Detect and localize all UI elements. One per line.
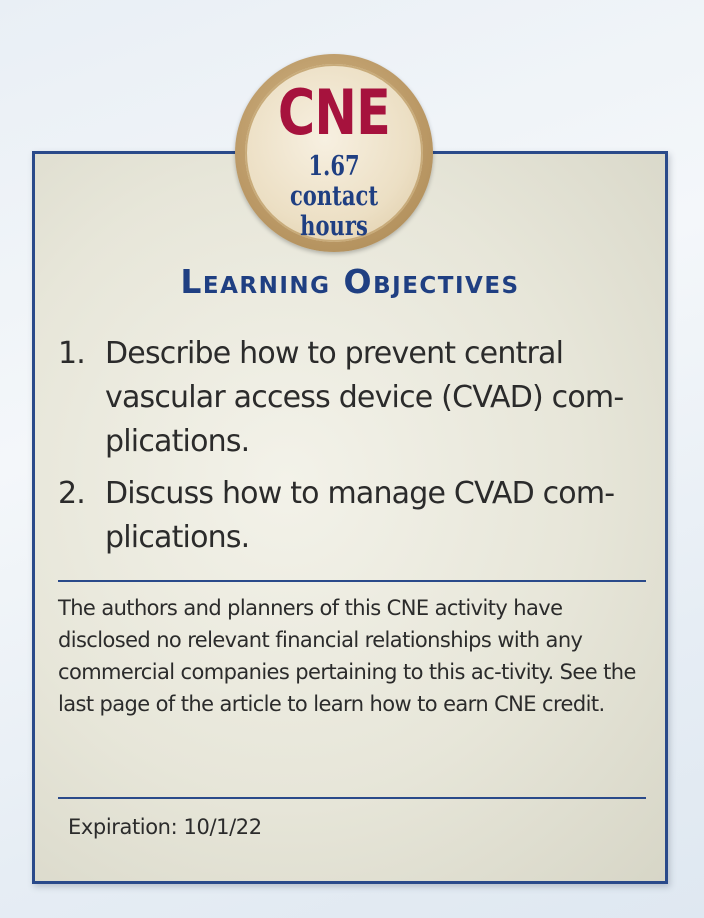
objectives-list: [58, 332, 658, 568]
cne-badge-inner: [245, 64, 423, 242]
cne-badge-title: CNE: [277, 76, 391, 149]
expiration-date: Expiration: 10/1/22: [68, 815, 262, 839]
section-heading: Learning Objectives: [180, 262, 520, 301]
contact-hours-line-1: 1.67 contact: [289, 151, 379, 212]
objective-text: Describe how to prevent central vascular access device (CVAD) com-plications.: [105, 336, 624, 459]
disclosure-text: The authors and planners of this CNE activity have disclosed no relevant financial relationships with any commercial companies pertaining to this ac-tivity. See the last page of the article to learn how to earn CNE credit.: [58, 596, 636, 716]
cne-badge-contact-hours: [265, 152, 404, 242]
objective-number: 2.: [58, 476, 86, 511]
cne-badge: [235, 54, 433, 252]
objective-number: 1.: [58, 336, 86, 371]
objective-item: [58, 472, 658, 560]
objective-item: [58, 332, 658, 464]
divider-bottom: [58, 797, 646, 799]
objective-text: Discuss how to manage CVAD com-plications.: [105, 476, 615, 555]
divider-top: [58, 580, 646, 582]
contact-hours-line-2: hours: [300, 211, 368, 242]
